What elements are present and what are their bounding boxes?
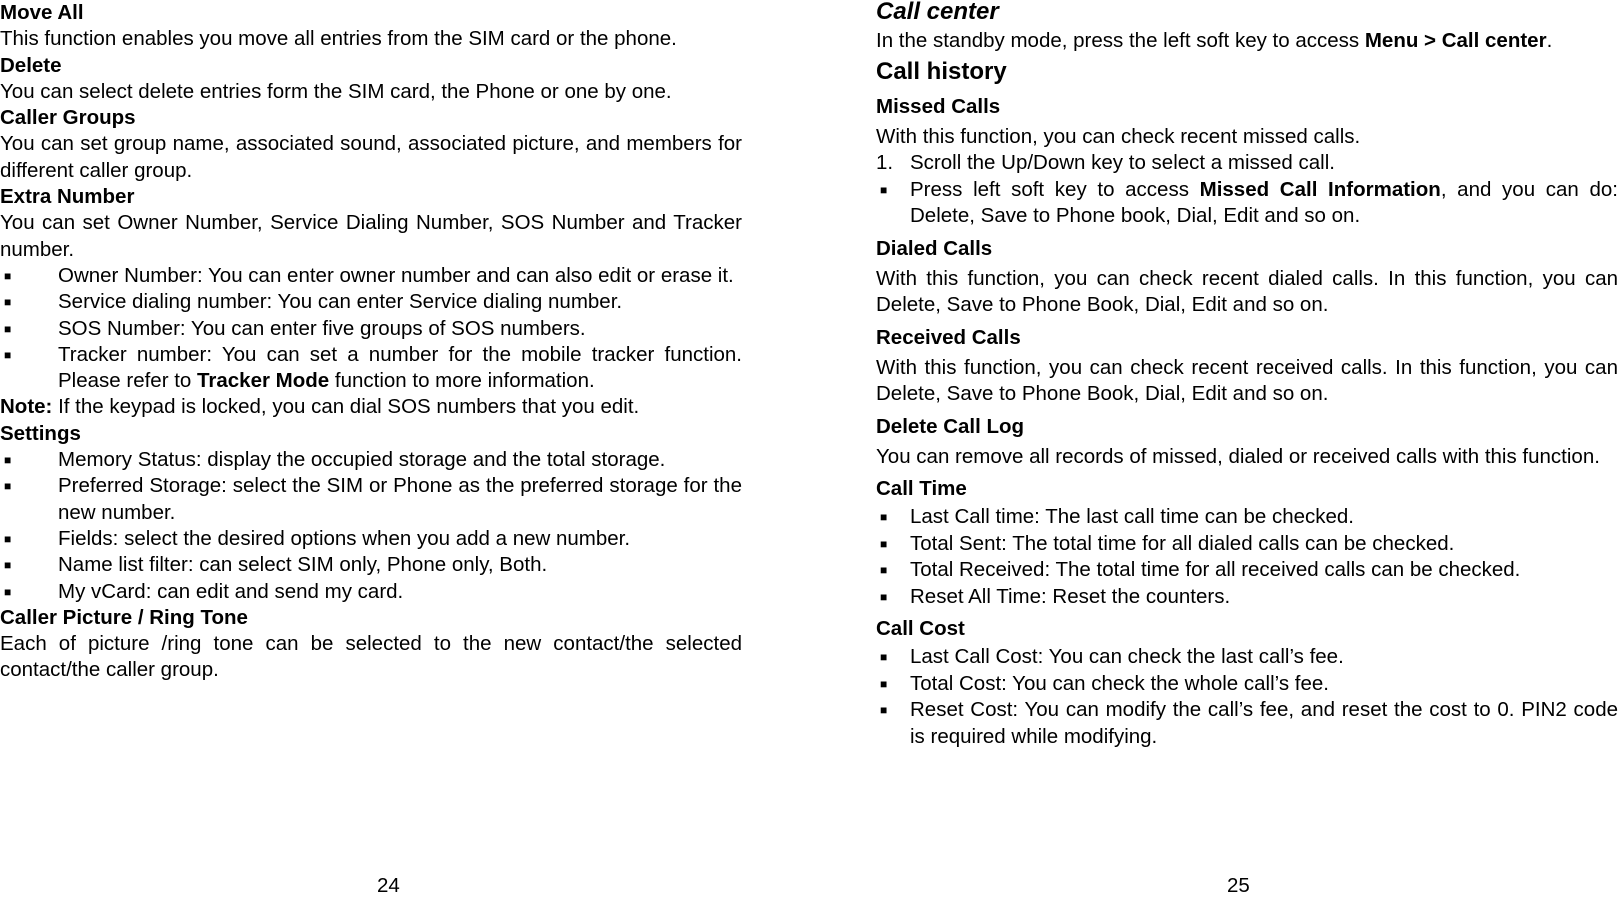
square-bullet-icon: ■ — [880, 676, 888, 691]
missed-calls-heading: Missed Calls — [876, 94, 1001, 118]
list-item: ■ Total Received: The total time for all received calls can be checked. — [876, 557, 1618, 584]
list-item: ■ Memory Status: display the occupied storage and the total storage. — [0, 447, 742, 473]
delete-call-log-body: You can remove all records of missed, dialed or received calls with this function. — [876, 444, 1600, 468]
received-calls-body: With this function, you can check recent received calls. In this function, you can Delete, Save to Phone Book, Dial, Edit and so on. — [876, 355, 1618, 405]
page-number-left: 24 — [377, 874, 400, 897]
call-cost-heading: Call Cost — [876, 617, 965, 640]
square-bullet-icon: ■ — [4, 295, 12, 310]
square-bullet-icon: ■ — [880, 650, 888, 664]
missed-call-info-term: Missed Call Information — [1199, 177, 1441, 201]
list-item: ■ Service dialing number: You can enter Service dialing number. — [0, 289, 742, 315]
call-history-heading: Call history — [876, 57, 1007, 85]
list-item: 1. Scroll the Up/Down key to select a missed call. — [876, 150, 1618, 177]
square-bullet-icon: ■ — [880, 589, 888, 604]
square-bullet-icon: ■ — [880, 703, 888, 717]
tracker-number-item: Tracker number: You can set a number for the mobile tracker function. Please refer to Tracker Mode function to more information. — [58, 342, 742, 393]
left-page — [0, 0, 742, 684]
caller-picture-heading: Caller Picture / Ring Tone — [0, 605, 248, 629]
list-item: ■ Last Call time: The last call time can be checked. — [876, 504, 1618, 531]
list-item: ■ My vCard: can edit and send my card. — [0, 579, 742, 605]
caller-groups-heading: Caller Groups — [0, 106, 136, 130]
delete-body: You can select delete entries form the SIM card, the Phone or one by one. — [0, 79, 672, 103]
settings-heading: Settings — [0, 421, 81, 445]
list-item: ■ Total Sent: The total time for all dialed calls can be checked. — [876, 531, 1618, 558]
dialed-calls-body: With this function, you can check recent dialed calls. In this function, you can Delete, Save to Phone Book, Dial, Edit and so on. — [876, 266, 1618, 316]
right-page — [876, 0, 1618, 750]
square-bullet-icon: ■ — [880, 563, 888, 577]
square-bullet-icon: ■ — [4, 321, 12, 336]
dialed-calls-heading: Dialed Calls — [876, 236, 993, 260]
list-item: ■ Press left soft key to access Missed Call Information, and you can do: Delete, Save to Phone book, Dial, Edit and so on. — [876, 177, 1618, 230]
list-item: ■ Preferred Storage: select the SIM or Phone as the preferred storage for the new number. — [0, 473, 742, 526]
square-bullet-icon: ■ — [4, 453, 12, 468]
menu-path: Menu > Call center — [1364, 29, 1547, 52]
list-item: ■ Reset Cost: You can modify the call’s fee, and reset the cost to 0. PIN2 code is required while modifying. — [876, 697, 1618, 750]
missed-calls-body: With this function, you can check recent missed calls. — [876, 124, 1361, 148]
received-calls-heading: Received Calls — [876, 325, 1021, 349]
page-number-right: 25 — [1227, 874, 1250, 897]
square-bullet-icon: ■ — [880, 182, 888, 197]
square-bullet-icon: ■ — [880, 536, 888, 551]
list-item: ■ Fields: select the desired options when you add a new number. — [0, 526, 742, 552]
delete-heading: Delete — [0, 53, 62, 77]
list-item: ■ Owner Number: You can enter owner number and can also edit or erase it. — [0, 263, 742, 289]
list-item: ■ Last Call Cost: You can check the last call’s fee. — [876, 644, 1618, 671]
caller-groups-body: You can set group name, associated sound, associated picture, and members for different caller group. — [0, 132, 742, 182]
extra-number-heading: Extra Number — [0, 185, 135, 209]
square-bullet-icon: ■ — [4, 347, 12, 362]
list-item: ■ Name list filter: can select SIM only, Phone only, Both. — [0, 552, 742, 578]
move-all-body: This function enables you move all entries from the SIM card or the phone. — [0, 27, 677, 51]
note: Note: If the keypad is locked, you can dial SOS numbers that you edit. — [0, 395, 640, 419]
call-center-body: In the standby mode, press the left soft key to access Menu > Call center. — [876, 29, 1553, 52]
call-time-heading: Call Time — [876, 477, 967, 500]
list-item — [0, 342, 742, 395]
list-item: ■ Reset All Time: Reset the counters. — [876, 584, 1618, 611]
delete-call-log-heading: Delete Call Log — [876, 414, 1025, 438]
tracker-mode-term: Tracker Mode — [197, 369, 330, 393]
square-bullet-icon: ■ — [880, 510, 888, 524]
square-bullet-icon: ■ — [4, 479, 12, 494]
caller-picture-body: Each of picture /ring tone can be selected to the new contact/the selected contact/the caller group. — [0, 632, 742, 682]
square-bullet-icon: ■ — [4, 558, 12, 573]
square-bullet-icon: ■ — [4, 268, 12, 283]
square-bullet-icon: ■ — [4, 531, 12, 546]
square-bullet-icon: ■ — [4, 584, 12, 599]
list-item: ■ SOS Number: You can enter five groups of SOS numbers. — [0, 316, 742, 342]
extra-number-body: You can set Owner Number, Service Dialing Number, SOS Number and Tracker number. — [0, 211, 742, 261]
list-item: ■ Total Cost: You can check the whole call’s fee. — [876, 671, 1618, 698]
step-number: 1. — [876, 151, 894, 174]
move-all-heading: Move All — [0, 1, 84, 24]
call-center-heading: Call center — [876, 0, 999, 25]
